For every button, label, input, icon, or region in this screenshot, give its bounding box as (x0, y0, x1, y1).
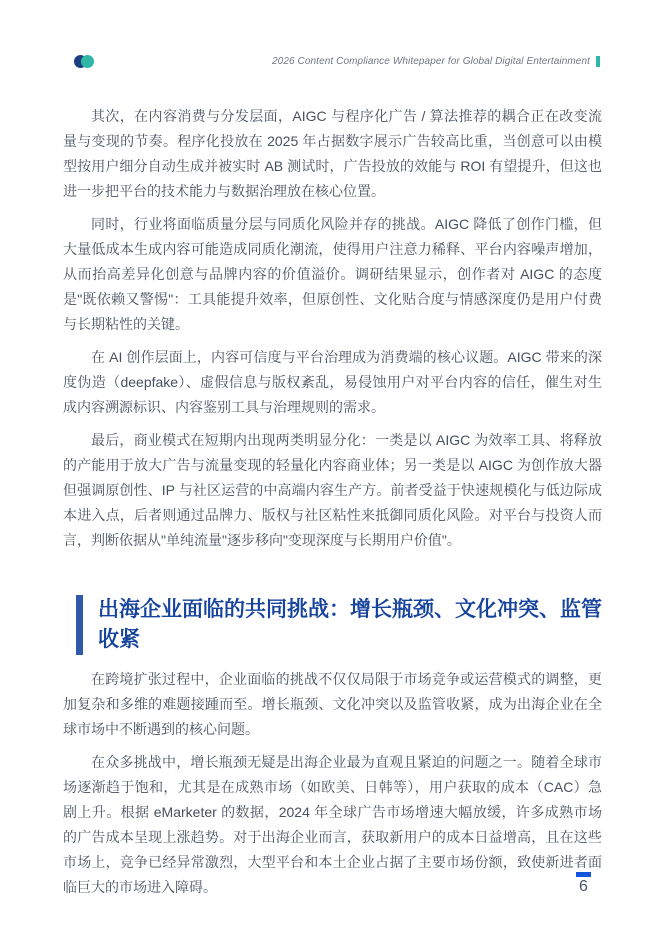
section-heading-text: 出海企业面临的共同挑战：增长瓶颈、文化冲突、监管收紧 (98, 598, 602, 651)
section-heading (76, 595, 602, 655)
header-accent-bar (596, 56, 600, 67)
header-right-group (272, 56, 600, 67)
document-body (63, 104, 602, 908)
paragraph: 在跨境扩张过程中，企业面临的挑战不仅仅局限于市场竞争或运营模式的调整，更加复杂和多维的难题接踵而至。增长瓶颈、文化冲突以及监管收紧，成为出海企业在全球市场中不断遇到的核心问题。 (63, 671, 602, 737)
paragraph: 在众多挑战中，增长瓶颈无疑是出海企业最为直观且紧迫的问题之一。随着全球市场逐渐趋于饱和，尤其是在成熟市场（如欧美、日韩等），用户获取的成本（CAC）急剧上升。根据 eMarketer 的数据，2024 年全球广告市场增速大幅放缓，许多成熟市场的广告成本呈现上涨趋势。对于出海企业而言，获取新用户的成本日益增高，且在这些市场上，竞争已经异常激烈，大型平台和本土企业占据了主要市场份额，致使新进者面临巨大的市场进入障碍。 (63, 754, 602, 895)
paragraph: 最后，商业模式在短期内出现两类明显分化：一类是以 AIGC 为效率工具、将释放的产能用于放大广告与流量变现的轻量化内容商业体；另一类是以 AIGC 为创作放大器但强调原创性、IP 与社区运营的中高端内容生产方。前者受益于快速规模化与低边际成本进入点，后者则通过品牌力、版权与社区粘性来抵御同质化风险。对平台与投资人而言，判断依据从"单纯流量"逐步移向"变现深度与长期用户价值"。 (63, 432, 602, 548)
page-number: 6 (579, 878, 588, 895)
footer-accent-bar (576, 872, 591, 877)
header-title: 2026 Content Compliance Whitepaper for Global Digital Entertainment (272, 56, 590, 67)
paragraph: 同时，行业将面临质量分层与同质化风险并存的挑战。AIGC 降低了创作门槛，但大量低成本生成内容可能造成同质化潮流，使得用户注意力稀释、平台内容噪声增加，从而抬高差异化创意与品牌内容的价值溢价。调研结果显示，创作者对 AIGC 的态度是"既依赖又警惕"：工具能提升效率，但原创性、文化贴合度与情感深度仍是用户付费与长期粘性的关键。 (63, 216, 602, 332)
logo-teal-dot (81, 55, 94, 68)
brand-logo-icon (74, 55, 94, 68)
paragraph: 其次，在内容消费与分发层面，AIGC 与程序化广告 / 算法推荐的耦合正在改变流量与变现的节奏。程序化投放在 2025 年占据数字展示广告较高比重，当创意可以由模型按用户细分自动生成并被实时 AB 测试时，广告投放的效能与 ROI 有望提升，但这也进一步把平台的技术能力与数据治理放在核心位置。 (63, 108, 602, 199)
page-header (74, 54, 600, 69)
paragraph: 在 AI 创作层面上，内容可信度与平台治理成为消费端的核心议题。AIGC 带来的深度伪造（deepfake）、虚假信息与版权紊乱，易侵蚀用户对平台内容的信任，催生对生成内容溯源标识、内容鉴别工具与治理规则的需求。 (63, 349, 602, 415)
